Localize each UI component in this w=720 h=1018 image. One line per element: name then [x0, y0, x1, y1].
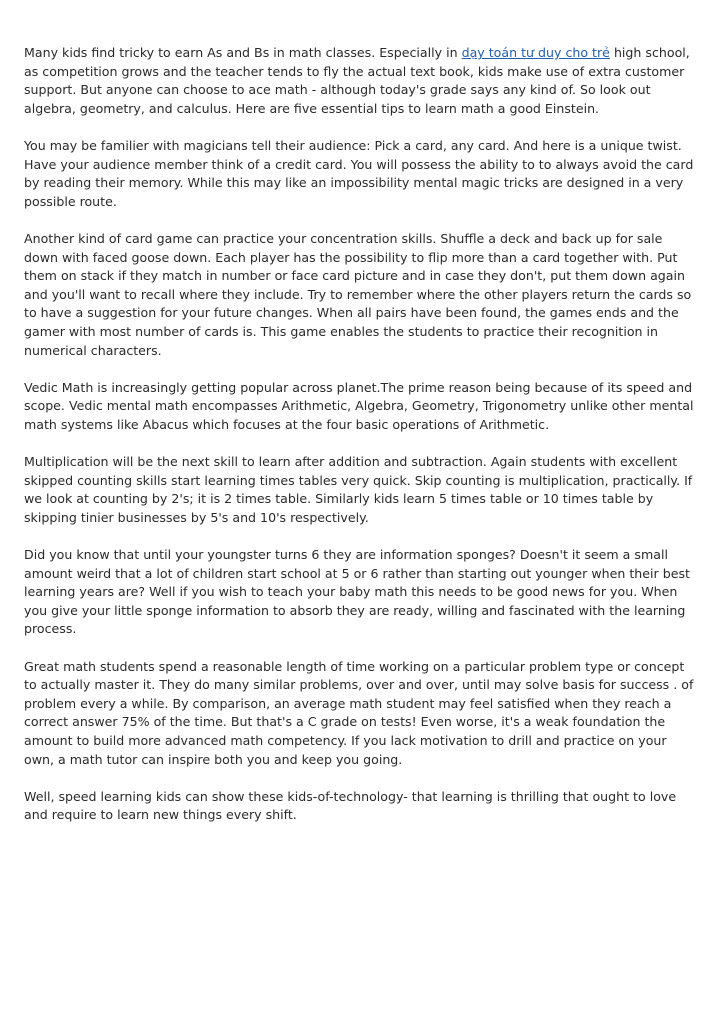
inline-link[interactable]: dạy toán tư duy cho trẻ: [461, 45, 610, 60]
paragraph-1-text-before: Many kids find tricky to earn As and Bs in math classes. Especially in: [24, 45, 462, 60]
paragraph-8: Well, speed learning kids can show these kids-of-technology- that learning is thrilling that ought to love and require to learn new things every shift.: [24, 788, 677, 823]
paragraph-7: Great math students spend a reasonable length of time working on a particular problem type or concept to actually master it. They do many similar problems, over and over, until may solve basis for success . of problem every a while. By comparison, an average math student may feel satisfied when they reach a correct answer 75% of the time. But that's a C grade on tests! Even worse, it's a weak foundation the amount to build more advanced math competency. If you lack motivation to drill and practice on your own, a math tutor can inspire both you and keep you going.: [24, 658, 694, 767]
paragraph-6: Did you know that until your youngster turns 6 they are information sponges? Doesn't it seem a small amount weird that a lot of children start school at 5 or 6 rather than starting out younger when their best learning years are? Well if you wish to teach your baby math this needs to be good news for you. When you give your little sponge information to absorb they are ready, willing and fascinated with the learning process.: [24, 547, 690, 637]
paragraph-4: Vedic Math is increasingly getting popular across planet.The prime reason being because of its speed and scope. Vedic mental math encompasses Arithmetic, Algebra, Geometry, Trigonometry unlike other mental math systems like Abacus which focuses at the four basic operations of Arithmetic.: [24, 379, 694, 432]
paragraph-2: You may be familier with magicians tell their audience: Pick a card, any card. And here is a unique twist. Have your audience member think of a credit card. You will possess the ability to to always avoid the card by reading their memory. While this may like an impossibility mental magic tricks are designed in a very possible route.: [24, 137, 694, 209]
paragraph-1: [24, 44, 698, 118]
paragraph-3: Another kind of card game can practice your concentration skills. Shuffle a deck and back up for sale down with faced goose down. Each player has the possibility to flip more than a card together with. Put them on stack if they match in number or face card picture and in case they don't, put them down again and you'll want to recall where they include. Try to remember where the other players return the cards so to have a suggestion for your future changes. When all pairs have been found, the games ends and the gamer with most number of cards is. This game enables the students to practice their recognition in numerical characters.: [24, 230, 692, 358]
paragraph-1-text-after: high school, as competition grows and the teacher tends to fly the actual text book, kids make use of extra customer support. But anyone can choose to ace math - although today's grade says any kind of. So look out algebra, geometry, and calculus. Here are five essential tips to learn math a good Einstein.: [24, 45, 690, 116]
article-body: [24, 44, 698, 844]
paragraph-5: Multiplication will be the next skill to learn after addition and subtraction. Again students with excellent skipped counting skills start learning times tables very quick. Skip counting is multiplication, practically. If we look at counting by 2's; it is 2 times table. Similarly kids learn 5 times table or 10 times table by skipping tinier businesses by 5's and 10's respectively.: [24, 454, 693, 525]
